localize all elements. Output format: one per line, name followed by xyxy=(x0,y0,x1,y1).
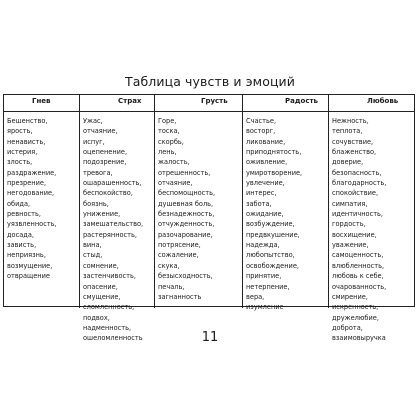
emotion-item: отчаяние, xyxy=(158,179,193,188)
emotion-item: ожидание, xyxy=(246,210,284,219)
emotion-item: злость, xyxy=(7,158,33,167)
emotion-item: блаженство, xyxy=(332,148,377,157)
page-title: Таблица чувств и эмоций xyxy=(125,74,295,89)
emotion-item: восторг, xyxy=(246,127,276,136)
header-cell-love xyxy=(328,95,414,111)
emotion-item: застенчивость, xyxy=(83,272,136,281)
emotion-item: возбуждение, xyxy=(246,220,295,229)
emotion-item: возмущение, xyxy=(7,261,53,270)
emotion-item: нетерпение, xyxy=(246,282,290,291)
emotion-item: ликование, xyxy=(246,137,286,146)
emotion-item: самоценность, xyxy=(332,251,384,260)
emotion-item: презрение, xyxy=(7,179,47,188)
header-label: Страх xyxy=(118,97,142,105)
emotion-item: влюбленность, xyxy=(332,261,385,270)
emotion-item: печаль, xyxy=(158,282,185,291)
emotion-item: безопасность, xyxy=(332,168,382,177)
header-cell-fear xyxy=(79,95,154,111)
cell-anger xyxy=(4,112,79,308)
emotion-item: оцепенение, xyxy=(83,148,128,157)
emotion-item: уважение, xyxy=(332,241,369,250)
emotion-item: дружелюбие, xyxy=(332,313,379,322)
emotion-item: разочарование, xyxy=(158,230,213,239)
emotion-item: обида, xyxy=(7,199,31,208)
emotion-item: спокойствие, xyxy=(332,189,379,198)
cell-sadness xyxy=(154,112,242,308)
emotion-item: испуг, xyxy=(83,137,105,146)
emotion-item: жалость, xyxy=(158,158,190,167)
emotion-item: Горе, xyxy=(158,117,177,125)
emotion-item: изумление xyxy=(246,303,284,312)
header-label: Любовь xyxy=(367,97,399,105)
emotion-item: Ужас, xyxy=(83,117,103,125)
emotion-item: загнанность xyxy=(158,292,202,301)
emotion-item: восхищение, xyxy=(332,230,377,239)
emotion-item: симпатия, xyxy=(332,199,368,208)
cell-fear xyxy=(79,112,154,343)
emotion-item: увлечение, xyxy=(246,179,285,188)
emotion-item: интерес, xyxy=(246,189,277,198)
emotion-item: душевная боль, xyxy=(158,199,214,208)
emotion-item: предвкушение, xyxy=(246,230,300,239)
emotion-item: тоска, xyxy=(158,127,180,136)
emotion-item: идентичность, xyxy=(332,210,384,219)
emotion-item: беспокойство, xyxy=(83,189,133,198)
emotion-item: Нежность, xyxy=(332,117,369,125)
emotion-item: оживление, xyxy=(246,158,288,167)
table-header-row xyxy=(4,95,414,112)
emotion-item: растерянность, xyxy=(83,230,138,239)
emotion-item: смирение, xyxy=(332,292,368,301)
emotion-item: неприязнь, xyxy=(7,251,46,260)
emotion-item: доброта, xyxy=(332,323,363,332)
emotion-item: безнадежность, xyxy=(158,210,215,219)
emotion-item: опасение, xyxy=(83,282,118,291)
emotion-item: умиротворение, xyxy=(246,168,303,177)
emotion-item: скорбь, xyxy=(158,137,184,146)
emotion-item: ярость, xyxy=(7,127,33,136)
header-label: Радость xyxy=(285,97,318,105)
emotion-item: сомнение, xyxy=(83,261,119,270)
emotion-list xyxy=(246,116,302,313)
emotion-item: вина, xyxy=(83,241,102,250)
emotion-item: любовь к себе, xyxy=(332,272,384,281)
emotion-item: любопытство, xyxy=(246,251,295,260)
emotion-item: скука, xyxy=(158,261,180,270)
emotion-item: ошарашенность, xyxy=(83,179,142,188)
emotion-item: досада, xyxy=(7,230,34,239)
emotion-item: зависть, xyxy=(7,241,37,250)
emotion-item: сочувствие, xyxy=(332,137,374,146)
emotion-item: безысходность, xyxy=(158,272,213,281)
emotion-list xyxy=(332,116,386,344)
emotion-item: ревность, xyxy=(7,210,41,219)
emotion-item: ошеломленность xyxy=(83,334,143,343)
emotion-item: тревога, xyxy=(83,168,113,177)
header-label: Грусть xyxy=(201,97,228,105)
emotion-item: освобождение, xyxy=(246,261,299,270)
emotion-item: вера, xyxy=(246,292,265,301)
emotion-item: приподнятость, xyxy=(246,148,302,157)
emotion-item: смущение, xyxy=(83,292,121,301)
emotion-item: сожаление, xyxy=(158,251,199,260)
emotion-item: взаимовыручка xyxy=(332,334,386,343)
emotion-item: унижение, xyxy=(83,210,121,219)
emotion-item: раздражение, xyxy=(7,168,57,177)
emotion-item: подозрение, xyxy=(83,158,127,167)
emotion-item: ненависть, xyxy=(7,137,46,146)
cell-love xyxy=(328,112,414,343)
emotion-item: гордость, xyxy=(332,220,366,229)
emotion-list xyxy=(7,116,57,282)
header-label: Гнев xyxy=(32,97,51,105)
emotion-item: уязвленность, xyxy=(7,220,57,229)
emotion-list xyxy=(83,116,143,344)
header-cell-joy xyxy=(242,95,328,111)
header-cell-sadness xyxy=(154,95,242,111)
emotion-item: очарованность, xyxy=(332,282,387,291)
emotion-item: отчаяние, xyxy=(83,127,118,136)
emotion-item: сломленность, xyxy=(83,303,135,312)
page-number: 11 xyxy=(201,330,219,345)
emotion-item: стыд, xyxy=(83,251,103,260)
emotion-item: отчужденность, xyxy=(158,220,215,229)
emotion-item: подвох, xyxy=(83,313,110,322)
emotion-item: надменность, xyxy=(83,323,132,332)
emotion-item: искренность, xyxy=(332,303,379,312)
emotion-item: истерия, xyxy=(7,148,38,157)
emotion-item: замешательство, xyxy=(83,220,144,229)
emotion-list xyxy=(158,116,215,302)
emotion-item: благодарность, xyxy=(332,179,387,188)
cell-joy xyxy=(242,112,328,312)
emotion-item: боязнь, xyxy=(83,199,109,208)
emotion-item: теплота, xyxy=(332,127,363,136)
emotion-item: доверие, xyxy=(332,158,364,167)
emotion-item: отвращение xyxy=(7,272,50,281)
emotion-item: отрешенность, xyxy=(158,168,211,177)
header-cell-anger xyxy=(4,95,79,111)
emotion-item: забота, xyxy=(246,199,272,208)
emotion-item: Бешенство, xyxy=(7,117,48,125)
emotion-item: надежда, xyxy=(246,241,280,250)
emotion-item: потрясение, xyxy=(158,241,201,250)
emotion-item: негодование, xyxy=(7,189,55,198)
emotion-item: принятие, xyxy=(246,272,282,281)
emotion-item: беспомощность, xyxy=(158,189,216,198)
emotion-item: лень, xyxy=(158,148,177,157)
emotion-item: Счастье, xyxy=(246,117,277,125)
